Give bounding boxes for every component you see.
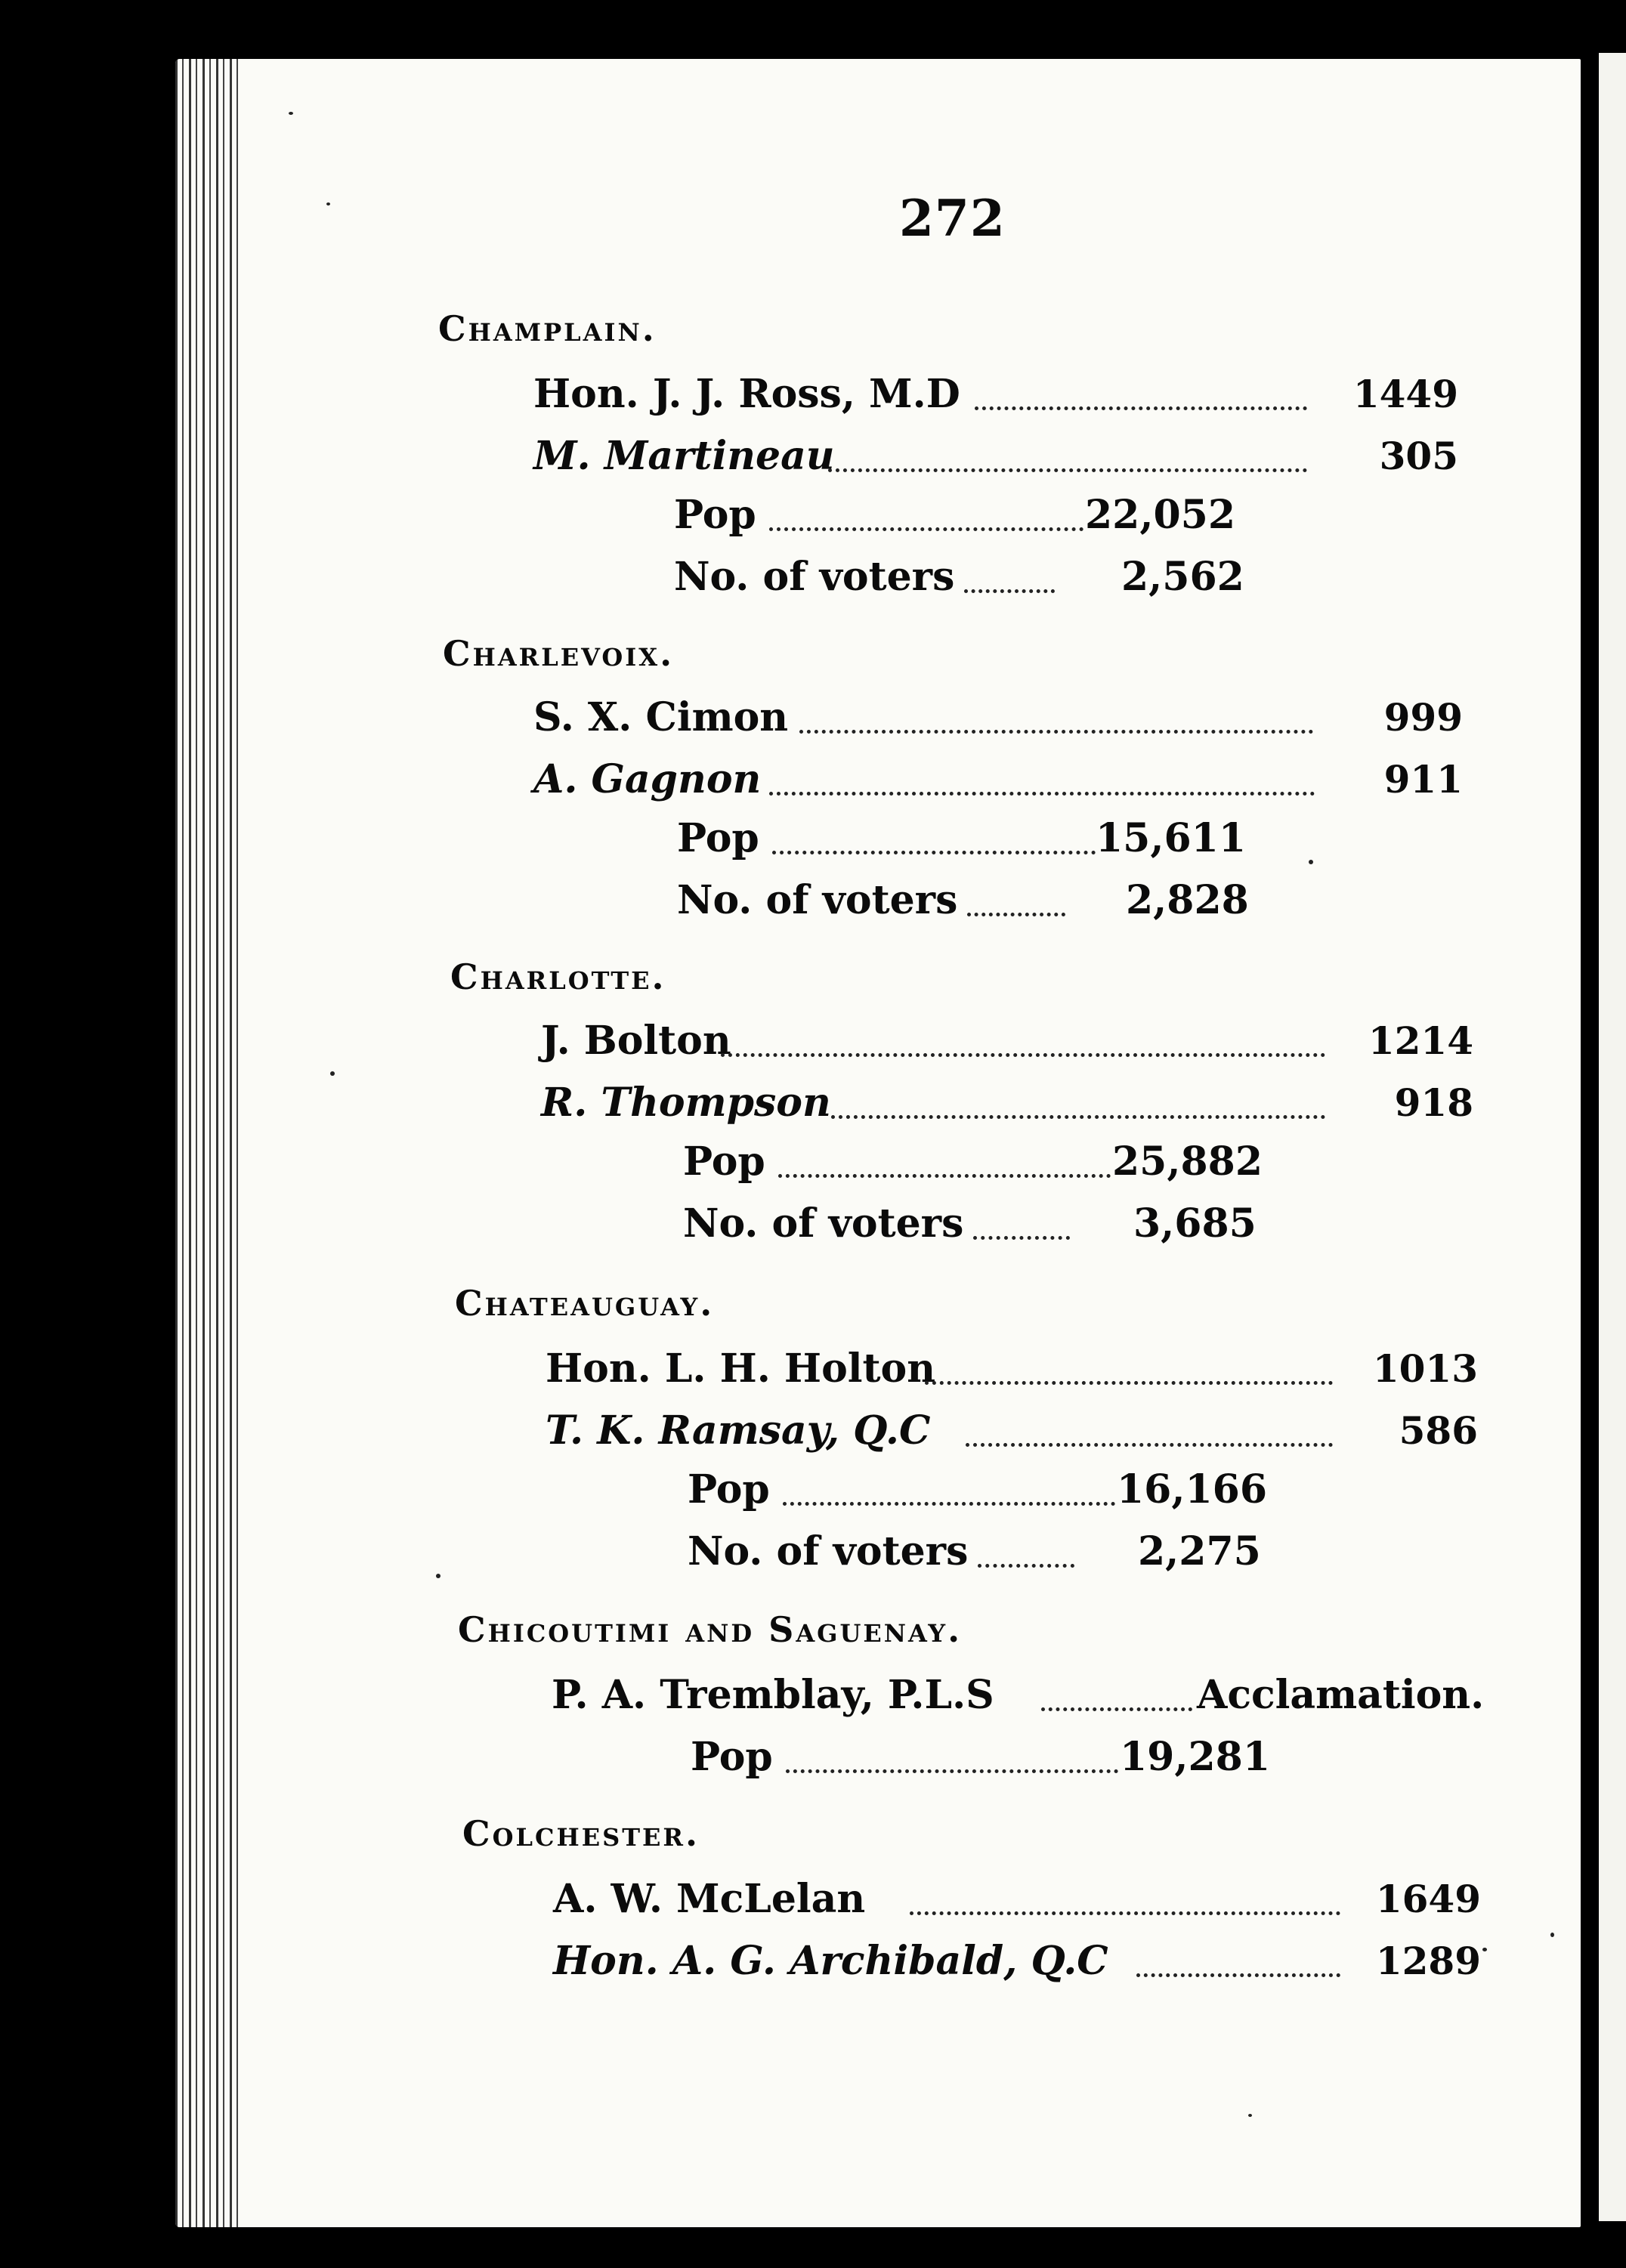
scan-speck — [330, 1071, 335, 1076]
candidate-votes: 586 — [1399, 1408, 1478, 1453]
scan-speck — [326, 202, 330, 205]
dot-leader — [973, 1236, 1070, 1240]
candidate-votes: 1214 — [1368, 1018, 1473, 1063]
dot-leader — [967, 913, 1065, 916]
population-label: Pop — [674, 492, 756, 538]
candidate-name: P. A. Tremblay, P.L.S — [552, 1672, 994, 1718]
voters-label: No. of voters — [683, 1200, 964, 1247]
candidate-name: Hon. L. H. Holton — [546, 1346, 936, 1392]
section-heading: Chateauguay. — [455, 1283, 715, 1324]
page-number: 272 — [899, 189, 1006, 248]
candidate-name: Hon. A. G. Archibald, Q.C — [553, 1938, 1108, 1984]
population-value: 22,052 — [1085, 492, 1236, 538]
candidate-votes: 918 — [1394, 1080, 1473, 1125]
acclamation-result: Acclamation. — [1197, 1672, 1485, 1718]
population-label: Pop — [677, 815, 759, 861]
population-value: 25,882 — [1112, 1139, 1263, 1185]
scan-speck — [1482, 1948, 1487, 1951]
population-value: 16,166 — [1117, 1466, 1268, 1513]
dot-leader — [799, 730, 1313, 734]
adjacent-page-edge — [1599, 53, 1626, 2221]
population-value: 19,281 — [1120, 1734, 1271, 1780]
section-heading: Chicoutimi and Saguenay. — [458, 1609, 963, 1650]
scan-speck — [1550, 1933, 1554, 1937]
voters-value: 2,828 — [1126, 877, 1249, 923]
dot-leader — [721, 1053, 1325, 1057]
dot-leader — [783, 1502, 1115, 1506]
section-heading: Charlevoix. — [443, 633, 675, 674]
candidate-votes: 1449 — [1352, 372, 1458, 416]
dot-leader — [772, 851, 1096, 854]
population-label: Pop — [683, 1139, 765, 1185]
dot-leader — [828, 468, 1307, 472]
dot-leader — [769, 792, 1315, 796]
dot-leader — [1136, 1973, 1340, 1977]
section-heading: Charlotte. — [450, 956, 666, 997]
scan-speck — [436, 1574, 441, 1578]
candidate-name: T. K. Ramsay, Q.C — [546, 1407, 931, 1454]
candidate-votes: 1649 — [1375, 1877, 1481, 1921]
population-value: 15,611 — [1096, 815, 1247, 861]
candidate-name: Hon. J. J. Ross, M.D — [533, 371, 960, 417]
dot-leader — [978, 1564, 1074, 1568]
section-heading: Colchester. — [462, 1813, 700, 1854]
scan-speck — [289, 112, 293, 115]
dot-leader — [786, 1769, 1118, 1773]
candidate-name: A. Gagnon — [533, 756, 762, 802]
population-label: Pop — [691, 1734, 773, 1780]
candidate-name: R. Thompson — [541, 1080, 831, 1126]
dot-leader — [975, 406, 1307, 410]
page-stack-edges — [175, 59, 243, 2227]
candidate-votes: 1013 — [1372, 1346, 1478, 1391]
dot-leader — [831, 1115, 1325, 1119]
dot-leader — [778, 1174, 1111, 1178]
candidate-name: M. Martineau — [533, 433, 835, 479]
candidate-name: A. W. McLelan — [553, 1876, 866, 1922]
population-label: Pop — [688, 1466, 770, 1513]
dot-leader — [966, 1443, 1333, 1447]
candidate-votes: 1289 — [1375, 1939, 1481, 1983]
voters-value: 2,275 — [1138, 1528, 1261, 1574]
dot-leader — [964, 589, 1055, 593]
dot-leader — [1041, 1707, 1192, 1711]
voters-label: No. of voters — [674, 554, 955, 600]
candidate-votes: 911 — [1383, 757, 1463, 802]
dot-leader — [925, 1381, 1333, 1385]
dot-leader — [769, 527, 1083, 531]
candidate-votes: 999 — [1383, 695, 1463, 740]
voters-value: 3,685 — [1133, 1200, 1257, 1247]
voters-label: No. of voters — [688, 1528, 969, 1574]
voters-label: No. of voters — [677, 877, 958, 923]
voters-value: 2,562 — [1121, 554, 1244, 600]
candidate-votes: 305 — [1379, 434, 1458, 478]
candidate-name: J. Bolton — [541, 1018, 731, 1064]
section-heading: Champlain. — [438, 308, 657, 349]
scan-speck — [1248, 2114, 1252, 2117]
dot-leader — [910, 1911, 1340, 1915]
scan-speck — [1309, 860, 1313, 864]
candidate-name: S. X. Cimon — [533, 694, 789, 740]
